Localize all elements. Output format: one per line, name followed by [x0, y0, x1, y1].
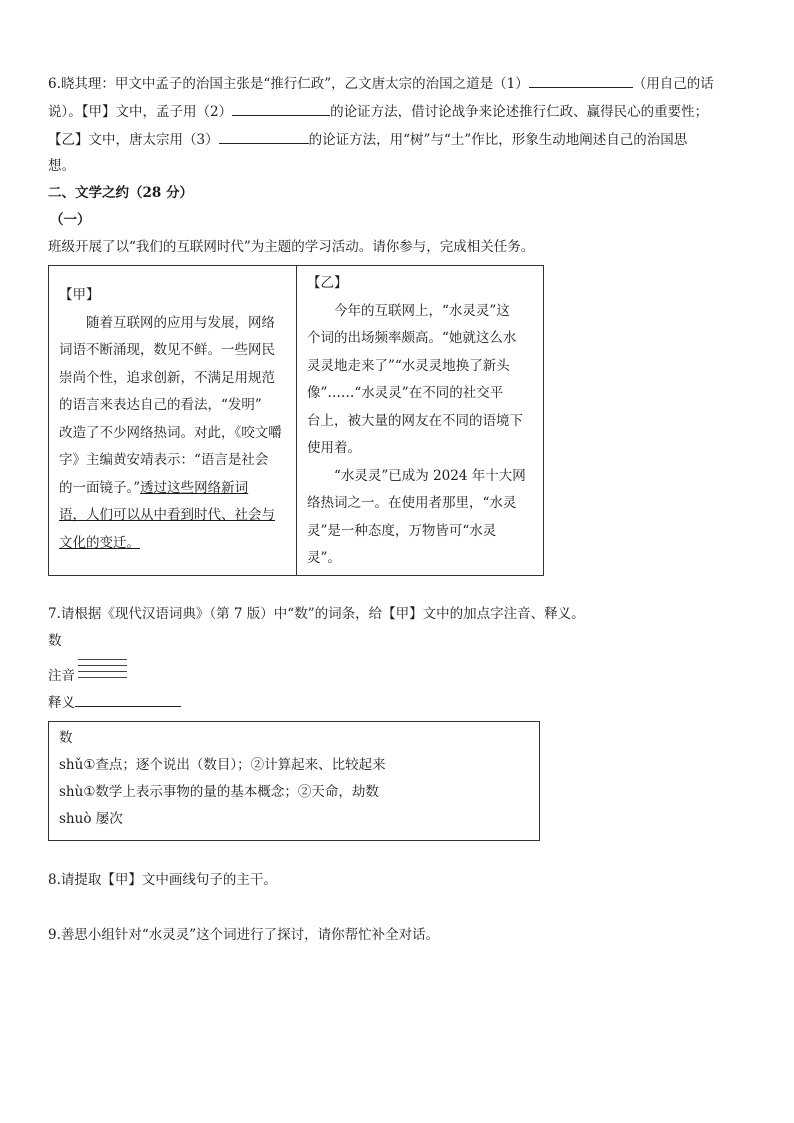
dictionary-headword: 数 [59, 730, 73, 746]
passage-line: 的一面镜子。”透过这些网络新词 [59, 479, 249, 496]
passage-line: 灵”。 [307, 550, 341, 566]
passage-line: 今年的互联网上，“水灵灵”这 [307, 302, 510, 319]
meaning-label: 释义 [48, 695, 75, 711]
passage-line: 像”……“水灵灵”在不同的社交平 [307, 385, 504, 401]
meaning-row [48, 692, 181, 714]
subsection-label: （一） [50, 212, 91, 228]
q6-line-2 [48, 101, 708, 123]
q6-line-4: 想。 [48, 158, 75, 174]
pinyin-label: 注音 [48, 668, 75, 684]
q6-line-1 [48, 73, 714, 95]
passage-line: 灵灵地走来了”“水灵灵地换了新头 [307, 357, 510, 374]
passage-line: 字》主编黄安靖表示：“语言是社会 [59, 452, 269, 468]
passage-line: 词语不断涌现，数见不鲜。一些网民 [59, 342, 275, 358]
q6-text: 的论证方法，用“树”与“土”作比，形象生动地阐述自己的治国思 [308, 132, 688, 148]
q6-text: 【乙】文中，唐太宗用（3） [48, 132, 219, 148]
passage-label: 【乙】 [307, 275, 348, 291]
dictionary-entry: shuò 屡次 [59, 811, 123, 827]
q8-prompt: 8.请提取【甲】文中画线句子的主干。 [48, 872, 277, 888]
answer-blank-3[interactable] [219, 129, 309, 144]
underlined-sentence: 透过这些网络新词 [140, 479, 249, 496]
activity-intro: 班级开展了以“我们的互联网时代”为主题的学习活动。请你参与，完成相关任务。 [48, 239, 535, 255]
dictionary-entry: shǔ①查点；逐个说出（数目）；②计算起来、比较起来 [59, 757, 386, 773]
q6-text: 说）。【甲】文中，孟子用（2） [48, 104, 233, 120]
passage-line: 崇尚个性，追求创新，不满足用规范 [59, 369, 275, 386]
column-divider [296, 266, 297, 575]
passage-jia [59, 282, 282, 557]
q7-prompt: 7.请根据《现代汉语词典》（第 7 版）中“数”的词条，给【甲】文中的加点字注音、释义。 [48, 606, 585, 622]
passage-line: 的语言来表达自己的看法，“发明” [59, 397, 262, 413]
passage-line: “水灵灵”已成为 2024 年十大网 [307, 467, 526, 484]
passage-line: 灵”是一种态度，万物皆可“水灵 [307, 522, 497, 539]
passage-line: 络热词之一。在使用者那里，“水灵 [307, 495, 517, 511]
q9-prompt: 9.善思小组针对“水灵灵”这个词进行了探讨，请你帮忙补全对话。 [48, 927, 440, 943]
q7-char: 数 [48, 633, 62, 649]
answer-blank-2[interactable] [232, 101, 330, 116]
passage-line: 个词的出场频率颇高。“她就这么水 [307, 330, 517, 346]
q6-text: （用自己的话 [632, 76, 714, 92]
dictionary-entry: shù①数学上表示事物的量的基本概念；②天命，劫数 [59, 784, 379, 800]
passages-table [48, 265, 544, 576]
section-heading: 二、文学之约（28 分） [48, 185, 193, 201]
meaning-blank[interactable] [75, 692, 181, 707]
dictionary-entry-box [48, 721, 540, 841]
q6-text: 的论证方法，借讨论战争来论述推行仁政、赢得民心的重要性； [330, 104, 709, 120]
passage-yi [307, 270, 526, 573]
passage-line: 使用着。 [307, 440, 361, 456]
q6-text: 6.晓其理：甲文中孟子的治国主张是“推行仁政”，乙文唐太宗的治国之道是（1） [48, 76, 529, 92]
passage-line: 台上，被大量的网友在不同的语境下 [307, 412, 523, 429]
passage-line: 随着互联网的应用与发展，网络 [59, 314, 275, 331]
underlined-sentence: 语，人们可以从中看到时代、社会与 [59, 507, 275, 523]
pinyin-writing-lines[interactable] [78, 659, 127, 683]
passage-line: 改造了不少网络热词。对此，《咬文嚼 [59, 424, 282, 441]
answer-blank-1[interactable] [529, 73, 633, 88]
passage-label: 【甲】 [59, 287, 100, 303]
underlined-sentence: 文化的变迁。 [59, 534, 140, 551]
q6-line-3 [48, 129, 687, 151]
